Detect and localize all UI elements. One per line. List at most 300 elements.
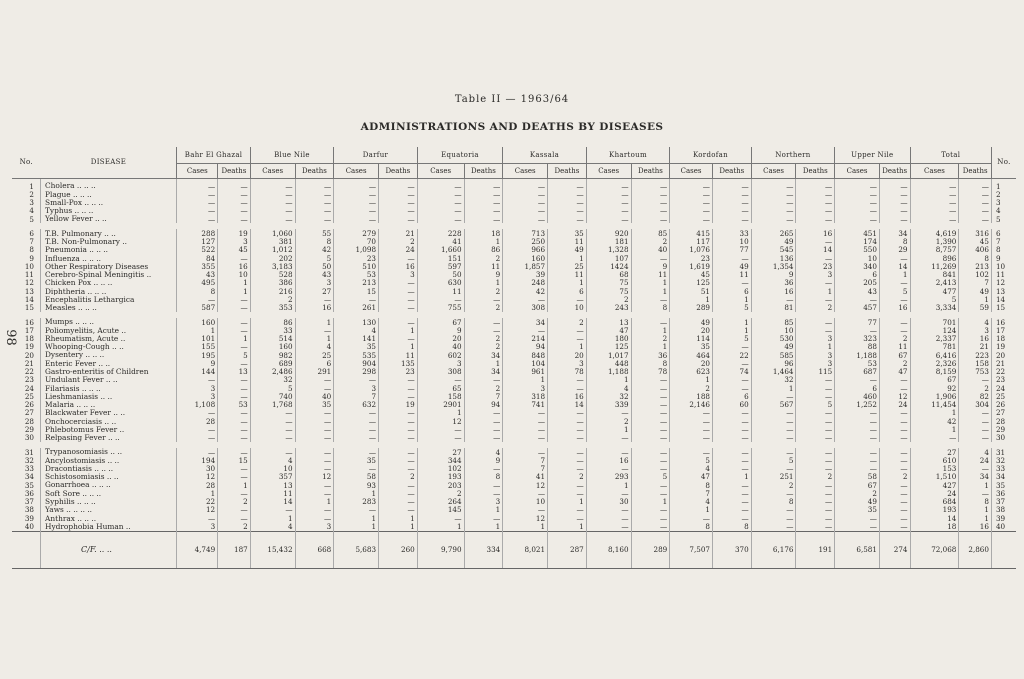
deaths-cell: 94	[464, 401, 503, 409]
cases-cell: 30	[177, 465, 218, 473]
cases-cell: 448	[586, 359, 631, 367]
cases-cell: 36	[751, 279, 796, 287]
deaths-cell: —	[548, 409, 587, 417]
row-number-right: 29	[991, 425, 1016, 433]
cases-cell: —	[417, 215, 464, 223]
row-number-right: 34	[991, 473, 1016, 481]
deaths-cell: 78	[548, 368, 587, 376]
cases-cell: 50	[417, 271, 464, 279]
deaths-cell: —	[796, 417, 835, 425]
cases-cell: —	[334, 465, 379, 473]
row-number: 25	[24, 392, 34, 401]
deaths-cell: —	[879, 279, 910, 287]
deaths-cell: 3	[796, 335, 835, 343]
cases-cell: 130	[334, 318, 379, 326]
cases-cell: —	[250, 417, 295, 425]
cases-cell: 5	[910, 295, 959, 303]
cases-cell: 457	[835, 304, 880, 312]
table-row	[12, 368, 1016, 376]
deaths-cell: —	[379, 304, 418, 312]
deaths-cell: —	[959, 179, 992, 191]
deaths-cell: —	[712, 376, 751, 384]
deaths-cell: 1	[631, 343, 670, 351]
deaths-cell: 9	[464, 271, 503, 279]
cases-cell: 193	[417, 473, 464, 481]
cases-cell: 353	[250, 304, 295, 312]
deaths-cell: 7	[959, 279, 992, 287]
deaths-cell: —	[879, 215, 910, 223]
cases-cell: 213	[334, 279, 379, 287]
deaths-cell: —	[712, 207, 751, 215]
deaths-cell: —	[631, 384, 670, 392]
deaths-cell: —	[796, 295, 835, 303]
deaths-cell: —	[631, 514, 670, 522]
table-row	[12, 238, 1016, 246]
cases-cell: 4	[586, 384, 631, 392]
cases-cell: 94	[503, 343, 548, 351]
cases-cell: 39	[503, 271, 548, 279]
cases-cell: 567	[751, 401, 796, 409]
cases-cell: —	[334, 179, 379, 191]
table-row	[12, 295, 1016, 303]
header-province: Northern	[751, 147, 834, 164]
cases-cell: 530	[751, 335, 796, 343]
cases-cell: —	[586, 409, 631, 417]
cases-cell: 12	[503, 514, 548, 522]
cases-cell: —	[250, 190, 295, 198]
cases-cell: —	[586, 514, 631, 522]
row-number: 3	[29, 198, 34, 207]
header-province: Khartoum	[586, 147, 669, 164]
table-row	[12, 262, 1016, 270]
cases-cell: 205	[835, 279, 880, 287]
deaths-cell: 3	[218, 238, 251, 246]
row-number-right: 24	[991, 384, 1016, 392]
deaths-cell: —	[379, 295, 418, 303]
cases-cell: —	[586, 179, 631, 191]
row-number-right: 11	[991, 271, 1016, 279]
deaths-cell: —	[548, 417, 587, 425]
deaths-cell: 1	[218, 481, 251, 489]
cases-cell: 357	[250, 473, 295, 481]
row-number: 32	[24, 456, 34, 465]
row-number: 22	[24, 367, 34, 376]
cases-cell: —	[334, 409, 379, 417]
deaths-cell: —	[879, 295, 910, 303]
cases-cell: —	[417, 207, 464, 215]
deaths-cell: 23	[379, 368, 418, 376]
deaths-cell: —	[548, 456, 587, 464]
deaths-cell: 8	[712, 522, 751, 531]
deaths-cell: —	[879, 456, 910, 464]
header-deaths: Deaths	[631, 164, 670, 179]
deaths-cell: —	[796, 384, 835, 392]
cases-cell: 160	[177, 318, 218, 326]
deaths-cell: 1	[548, 279, 587, 287]
disease-name: Plague .. .. ..	[41, 190, 177, 198]
deaths-cell: 8	[295, 238, 334, 246]
cases-cell: 522	[177, 246, 218, 254]
deaths-cell: 11	[712, 271, 751, 279]
deaths-cell: —	[379, 456, 418, 464]
cases-cell: 67	[417, 318, 464, 326]
cases-cell: 841	[910, 271, 959, 279]
cases-cell: 1,768	[250, 401, 295, 409]
deaths-cell: —	[631, 179, 670, 191]
deaths-cell: 13	[218, 368, 251, 376]
table-row	[12, 417, 1016, 425]
cases-cell: 755	[417, 304, 464, 312]
header-cases: Cases	[751, 164, 796, 179]
cases-cell: 49	[751, 238, 796, 246]
deaths-cell: —	[796, 434, 835, 442]
deaths-cell: —	[631, 434, 670, 442]
deaths-cell: 1	[379, 514, 418, 522]
deaths-cell: 1	[548, 343, 587, 351]
deaths-cell: —	[379, 179, 418, 191]
deaths-cell: 5	[218, 351, 251, 359]
cases-cell: 1	[334, 522, 379, 531]
header-no-right: No.	[991, 147, 1016, 179]
cases-cell: —	[586, 506, 631, 514]
cases-cell: 961	[503, 368, 548, 376]
cases-cell: 920	[586, 229, 631, 237]
disease-name: Syphilis .. .. ..	[41, 498, 177, 506]
cases-cell: —	[177, 190, 218, 198]
deaths-cell: 9	[631, 262, 670, 270]
cases-cell: —	[670, 190, 713, 198]
deaths-cell: 49	[712, 262, 751, 270]
cases-cell: —	[334, 190, 379, 198]
row-number-right: 14	[991, 295, 1016, 303]
cases-cell: 535	[334, 351, 379, 359]
deaths-cell: 2	[464, 335, 503, 343]
deaths-cell: —	[218, 215, 251, 223]
row-number: 26	[24, 400, 34, 409]
deaths-cell: —	[631, 376, 670, 384]
cases-cell: —	[250, 409, 295, 417]
cases-cell: —	[334, 417, 379, 425]
cases-cell: 3	[177, 392, 218, 400]
table-row	[12, 254, 1016, 262]
deaths-cell: —	[712, 343, 751, 351]
deaths-cell: —	[712, 434, 751, 442]
deaths-cell: 11	[464, 262, 503, 270]
cases-cell: —	[417, 295, 464, 303]
cases-cell: 27	[417, 448, 464, 456]
disease-name: T.B. Non-Pulmonary ..	[41, 238, 177, 246]
row-number-right: 23	[991, 376, 1016, 384]
deaths-cell: —	[879, 384, 910, 392]
deaths-cell: —	[548, 179, 587, 191]
cases-cell: 8	[670, 522, 713, 531]
deaths-cell: —	[712, 489, 751, 497]
deaths-cell: 316	[959, 229, 992, 237]
table-row	[12, 287, 1016, 295]
cases-cell: —	[751, 465, 796, 473]
cases-cell: 8	[177, 287, 218, 295]
cases-cell: 632	[334, 401, 379, 409]
cases-cell: 1,098	[334, 246, 379, 254]
cases-cell: 12	[417, 417, 464, 425]
cases-cell: 4	[670, 498, 713, 506]
cases-cell: 1,619	[670, 262, 713, 270]
cases-cell: 6	[835, 384, 880, 392]
cases-cell: 160	[503, 254, 548, 262]
deaths-cell: 1	[464, 522, 503, 531]
cases-cell: —	[417, 514, 464, 522]
deaths-cell: 2	[548, 318, 587, 326]
table-row	[12, 279, 1016, 287]
deaths-cell: —	[379, 207, 418, 215]
deaths-cell: —	[295, 425, 334, 433]
cases-cell: 587	[177, 304, 218, 312]
deaths-cell: 42	[295, 246, 334, 254]
cases-cell: 47	[586, 326, 631, 334]
deaths-cell: —	[879, 465, 910, 473]
cases-cell: 460	[835, 392, 880, 400]
deaths-cell: 85	[631, 229, 670, 237]
disease-name: Hydrophobia Human ..	[41, 522, 177, 531]
cases-cell: 7	[334, 392, 379, 400]
cases-cell: —	[835, 465, 880, 473]
row-number: 29	[24, 425, 34, 434]
row-number-right: 3	[991, 199, 1016, 207]
cases-cell: 1,076	[670, 246, 713, 254]
row-number-right: 1	[991, 179, 1016, 191]
cases-cell: 1,328	[586, 246, 631, 254]
cases-cell: 4,619	[910, 229, 959, 237]
cases-cell: 451	[835, 229, 880, 237]
deaths-cell: —	[218, 376, 251, 384]
cases-cell: 195	[177, 351, 218, 359]
deaths-cell: 16	[295, 304, 334, 312]
header-cases: Cases	[586, 164, 631, 179]
cases-cell: 3	[334, 384, 379, 392]
cases-cell: 2	[670, 384, 713, 392]
cases-cell: —	[670, 425, 713, 433]
row-number-right: 6	[991, 229, 1016, 237]
cases-cell: —	[177, 215, 218, 223]
cases-cell: 10	[835, 254, 880, 262]
table-row	[12, 179, 1016, 191]
row-number: 5	[29, 215, 34, 224]
cases-cell: 92	[910, 384, 959, 392]
cases-cell: —	[334, 295, 379, 303]
cases-cell: 585	[751, 351, 796, 359]
cases-cell: —	[334, 215, 379, 223]
total-cases: 72,068	[910, 531, 959, 568]
deaths-cell: —	[379, 425, 418, 433]
row-number-right: 20	[991, 351, 1016, 359]
deaths-cell: —	[218, 392, 251, 400]
cases-cell: 4	[250, 522, 295, 531]
row-number-right: 32	[991, 456, 1016, 464]
deaths-cell: 16	[379, 262, 418, 270]
cases-cell: —	[250, 448, 295, 456]
header-deaths: Deaths	[218, 164, 251, 179]
cases-cell: —	[334, 207, 379, 215]
deaths-cell: —	[796, 456, 835, 464]
cases-cell: 1	[417, 409, 464, 417]
deaths-cell: 5	[712, 304, 751, 312]
table-row	[12, 215, 1016, 223]
row-number-right: 10	[991, 262, 1016, 270]
cases-cell: 1,857	[503, 262, 548, 270]
cases-cell: 101	[177, 335, 218, 343]
cases-cell: 35	[670, 343, 713, 351]
deaths-cell: 10	[712, 238, 751, 246]
deaths-cell: —	[712, 279, 751, 287]
deaths-cell: —	[218, 417, 251, 425]
cases-cell: —	[503, 417, 548, 425]
row-number-right: 39	[991, 514, 1016, 522]
disease-name: T.B. Pulmonary .. ..	[41, 229, 177, 237]
table-row	[12, 514, 1016, 522]
deaths-cell: 2	[464, 343, 503, 351]
deaths-cell: —	[712, 465, 751, 473]
deaths-cell: —	[712, 190, 751, 198]
cases-cell: 510	[334, 262, 379, 270]
deaths-cell: —	[379, 448, 418, 456]
deaths-cell: 45	[959, 238, 992, 246]
cases-cell: —	[503, 179, 548, 191]
cases-cell: —	[751, 522, 796, 531]
disease-name: Dracontiasis .. .. ..	[41, 465, 177, 473]
cases-cell: —	[503, 295, 548, 303]
cases-cell: 2	[417, 489, 464, 497]
row-number: 12	[24, 278, 34, 288]
row-number: 17	[24, 326, 34, 335]
cases-cell: 3	[177, 384, 218, 392]
deaths-cell: —	[548, 295, 587, 303]
cases-cell: 24	[910, 489, 959, 497]
cases-cell: 10	[250, 465, 295, 473]
deaths-cell: 3	[959, 326, 992, 334]
cases-cell: —	[417, 179, 464, 191]
deaths-cell: —	[464, 295, 503, 303]
row-number: 35	[24, 481, 34, 490]
disease-name: Whooping-Cough .. ..	[41, 343, 177, 351]
cases-cell: —	[751, 207, 796, 215]
disease-name: Influenza .. .. ..	[41, 254, 177, 262]
deaths-cell: —	[464, 425, 503, 433]
cases-cell: 8	[751, 498, 796, 506]
row-number: 30	[24, 433, 34, 442]
cases-cell: —	[250, 207, 295, 215]
disease-name: Rheumatism, Acute ..	[41, 335, 177, 343]
deaths-cell: 1	[464, 359, 503, 367]
deaths-cell: —	[712, 409, 751, 417]
cases-cell: —	[910, 179, 959, 191]
deaths-cell: —	[631, 295, 670, 303]
deaths-cell: —	[218, 384, 251, 392]
cases-cell: 1	[177, 489, 218, 497]
deaths-cell: —	[796, 376, 835, 384]
deaths-cell: —	[712, 514, 751, 522]
cases-cell: —	[250, 506, 295, 514]
row-number-right: 35	[991, 481, 1016, 489]
deaths-cell: —	[379, 392, 418, 400]
cases-cell: 298	[334, 368, 379, 376]
cases-cell: 85	[751, 318, 796, 326]
deaths-cell: —	[464, 326, 503, 334]
header-cases: Cases	[503, 164, 548, 179]
cases-cell: 3,334	[910, 304, 959, 312]
cases-cell: 35	[835, 506, 880, 514]
cases-cell: 194	[177, 456, 218, 464]
cases-cell: 75	[586, 279, 631, 287]
deaths-cell: —	[796, 179, 835, 191]
deaths-cell: —	[631, 456, 670, 464]
row-number: 6	[29, 229, 34, 238]
cases-cell: 1	[586, 425, 631, 433]
deaths-cell: 8	[879, 238, 910, 246]
row-number: 34	[24, 472, 34, 482]
cases-cell: 1	[334, 514, 379, 522]
disease-name: Typhus .. .. ..	[41, 207, 177, 215]
cases-cell: 43	[177, 271, 218, 279]
deaths-cell: 8	[959, 498, 992, 506]
cases-cell: 114	[670, 335, 713, 343]
cases-cell: 33	[250, 326, 295, 334]
deaths-cell: 16	[879, 304, 910, 312]
cases-cell: 202	[250, 254, 295, 262]
header-deaths: Deaths	[295, 164, 334, 179]
deaths-cell: 3	[796, 271, 835, 279]
deaths-cell: —	[548, 199, 587, 207]
deaths-cell: —	[959, 215, 992, 223]
cases-cell: 96	[751, 359, 796, 367]
row-number: 36	[24, 489, 34, 498]
deaths-cell: 2	[631, 238, 670, 246]
deaths-cell: —	[631, 506, 670, 514]
cases-cell: —	[910, 199, 959, 207]
total-deaths: 187	[218, 531, 251, 568]
row-number: 37	[24, 497, 34, 506]
deaths-cell: —	[218, 318, 251, 326]
cases-cell: 5	[250, 384, 295, 392]
cases-cell: 20	[417, 335, 464, 343]
cases-cell: 1	[751, 384, 796, 392]
cases-cell: —	[503, 425, 548, 433]
deaths-cell: 304	[959, 401, 992, 409]
deaths-cell: 49	[548, 246, 587, 254]
cases-cell: 14	[910, 514, 959, 522]
deaths-cell: —	[379, 489, 418, 497]
cases-cell: 16	[751, 287, 796, 295]
cases-cell: 160	[250, 343, 295, 351]
cases-cell: —	[751, 448, 796, 456]
cases-cell: —	[751, 215, 796, 223]
cases-cell: —	[503, 434, 548, 442]
table-row	[12, 207, 1016, 215]
cases-cell: 545	[751, 246, 796, 254]
cases-cell: —	[334, 506, 379, 514]
deaths-cell: 24	[379, 246, 418, 254]
deaths-cell: 21	[379, 229, 418, 237]
deaths-cell: —	[959, 465, 992, 473]
cases-cell: 104	[503, 359, 548, 367]
cases-cell: 70	[334, 238, 379, 246]
cases-cell: 896	[910, 254, 959, 262]
deaths-cell: —	[712, 498, 751, 506]
cases-cell: 18	[910, 522, 959, 531]
deaths-cell: —	[295, 190, 334, 198]
cases-cell: —	[177, 448, 218, 456]
table-subtitle: ADMINISTRATIONS AND DEATHS BY DISEASES	[360, 121, 664, 133]
deaths-cell: —	[796, 522, 835, 531]
